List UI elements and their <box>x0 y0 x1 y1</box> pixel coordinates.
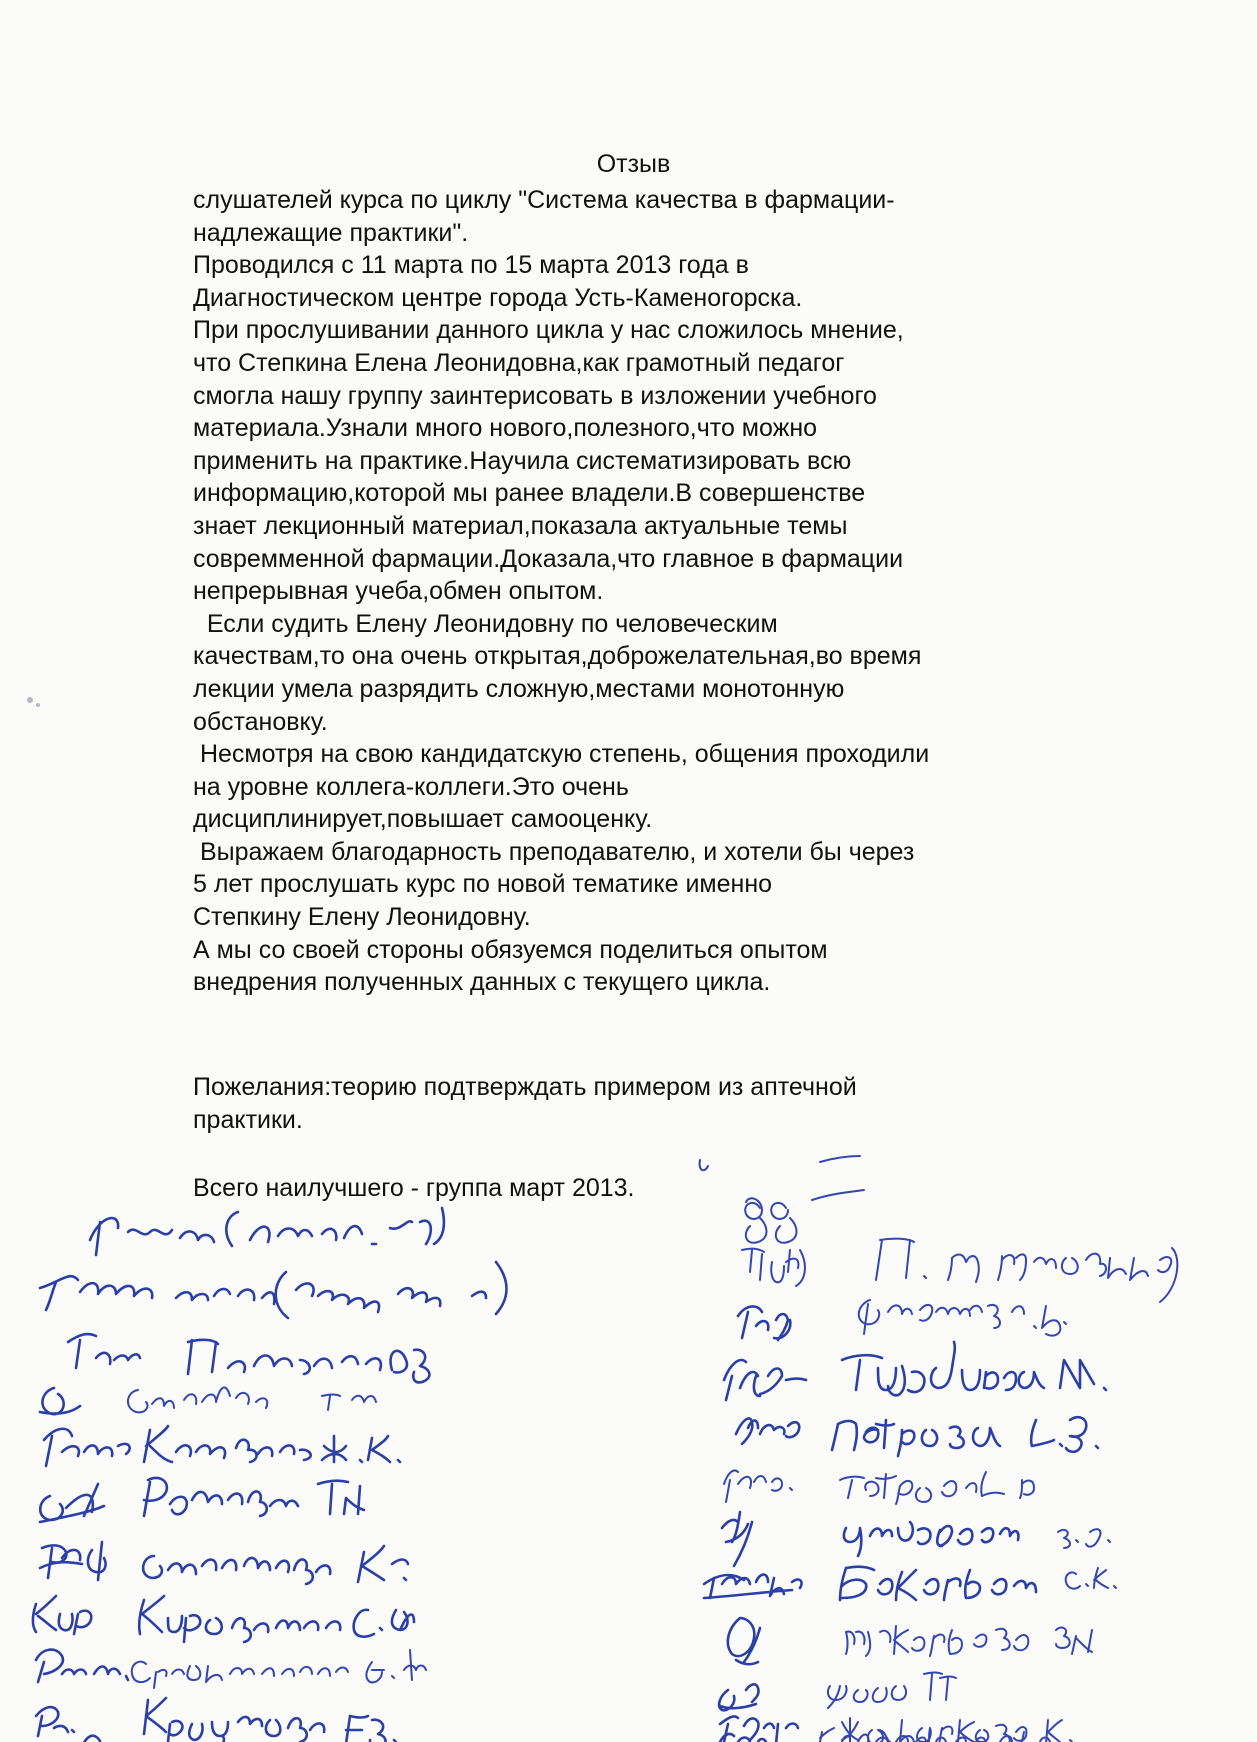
body-line: лекции умела разрядить сложную,местами монотонную <box>193 674 845 703</box>
document-body <box>193 184 1193 999</box>
body-line: информацию,которой мы ранее владели.В совершенстве <box>193 479 866 508</box>
body-line: на уровне коллега-коллеги.Это очень <box>193 772 629 801</box>
body-line: непрерывная учеба,обмен опытом. <box>193 577 604 606</box>
document-title: Отзыв <box>596 150 671 178</box>
signature-left-1 <box>90 1208 444 1255</box>
signature-right-5 <box>736 1417 1098 1456</box>
signature-left-2 <box>40 1262 507 1318</box>
body-line: смогла нашу группу заинтерисовать в изложении учебного <box>193 381 877 410</box>
body-line: Выражаем благодарность преподавателю, и хотели бы через <box>193 837 915 866</box>
body-line: качествам,то она очень открытая,доброжелательная,во время <box>193 642 922 671</box>
signature-left-10 <box>36 1698 396 1742</box>
body-line: А мы со своей стороны обязуемся поделиться опытом <box>193 935 828 964</box>
body-line: 5 лет прослушать курс по новой тематике именно <box>193 870 773 899</box>
body-line: применить на практике.Научила систематизировать всю <box>193 446 852 475</box>
signature-left-7 <box>40 1542 408 1584</box>
signature-left-5 <box>44 1426 400 1466</box>
signature-right-4 <box>724 1342 1106 1400</box>
signature-left-6 <box>40 1478 364 1522</box>
closing-line: Всего наилучшего - группа март 2013. <box>193 1174 635 1202</box>
body-line: Диагностическом центре города Усть-Каменогорска. <box>193 283 803 312</box>
signature-left-9 <box>36 1650 426 1688</box>
body-line: Если судить Елену Леонидовну по человеческим <box>193 609 778 638</box>
signature-right-8 <box>704 1567 1116 1600</box>
body-line: Проводился с 11 марта по 15 марта 2013 года в <box>193 251 749 280</box>
body-line: Несмотря на свою кандидатскую степень, общения проходили <box>193 740 930 769</box>
signature-right-3 <box>738 1300 1066 1340</box>
body-line: обстановку. <box>193 707 328 736</box>
wishes-line: практики. <box>193 1105 303 1134</box>
wishes-paragraph <box>193 1071 1193 1136</box>
body-line: материала.Узнали много нового,полезного,что можно <box>193 414 818 443</box>
body-line: внедрения полученных данных с текущего цикла. <box>193 968 771 997</box>
signature-left-3 <box>68 1334 429 1382</box>
signature-right-2 <box>742 1239 1177 1302</box>
signature-right-10 <box>719 1673 956 1711</box>
signature-left-4 <box>40 1387 376 1414</box>
body-line: знает лекционный материал,показала актуальные темы <box>193 511 848 540</box>
signature-left-11 <box>80 1736 152 1742</box>
signature-right-7 <box>722 1512 1110 1566</box>
wishes-line: Пожелания:теорию подтверждать примером из аптечной <box>193 1073 857 1101</box>
body-line: надлежащие практики". <box>193 218 469 247</box>
signature-right-1 <box>745 1190 864 1243</box>
body-line: При прослушивании данного цикла у нас сложилось мнение, <box>193 316 904 345</box>
signature-right-9 <box>728 1618 1092 1664</box>
signature-right-12 <box>720 1728 1050 1742</box>
signature-right-6 <box>724 1471 1034 1505</box>
body-line: Степкину Елену Леонидовну. <box>193 903 531 932</box>
body-line: дисциплинирует,повышает самооценку. <box>193 805 653 834</box>
signature-left-8 <box>33 1596 414 1642</box>
body-line: что Степкина Елена Леонидовна,как грамотный педагог <box>193 348 845 377</box>
signature-right-11 <box>720 1716 1072 1742</box>
body-line: слушателей курса по циклу "Система качества в фармации- <box>193 186 895 214</box>
body-line: совремменной фармации.Доказала,что главное в фармации <box>193 544 904 573</box>
